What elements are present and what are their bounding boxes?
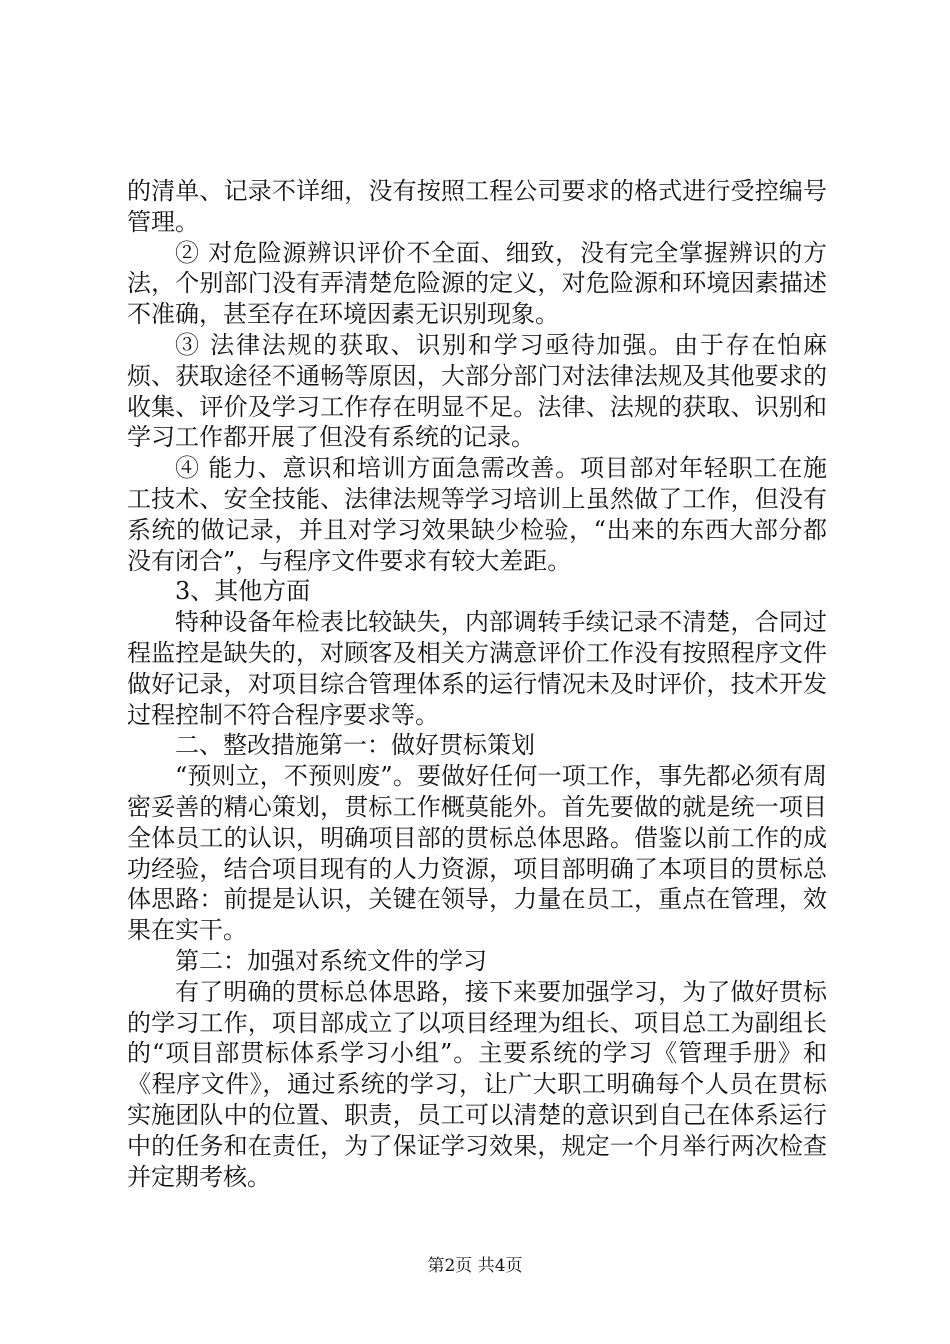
page-number-footer: 第2页 共4页: [427, 1256, 523, 1276]
paragraph-other-aspects: 特种设备年检表比较缺失，内部调转手续记录不清楚，合同过程监控是缺失的，对顾客及相关方满意评价工作没有按照程序文件做好记录，对项目综合管理体系的运行情况未及时评价，技术开发过程控制不符合程序要求等。: [127, 608, 827, 729]
paragraph-continued-list: 的清单、记录不详细，没有按照工程公司要求的格式进行受控编号管理。: [127, 177, 827, 236]
paragraph-item-2: ② 对危险源辨识评价不全面、细致，没有完全掌握辨识的方法，个别部门没有弄清楚危险源的定义，对危险源和环境因素描述不准确，甚至存在环境因素无识别现象。: [127, 238, 827, 329]
section-heading-study: 第二：加强对系统文件的学习: [175, 946, 487, 975]
paragraph-item-4: ④ 能力、意识和培训方面急需改善。项目部对年轻职工在施工技术、安全技能、法律法规等学习培训上虽然做了工作，但没有系统的做记录，并且对学习效果缺少检验，“出来的东西大部分都没有闭合”，与程序文件要求有较大差距。: [127, 454, 827, 575]
section-heading-measures: 二、整改措施第一：做好贯标策划: [175, 731, 535, 760]
paragraph-planning: “预则立，不预则废”。要做好任何一项工作，事先都必须有周密妥善的精心策划，贯标工作概莫能外。首先要做的就是统一项目全体员工的认识，明确项目部的贯标总体思路。借鉴以前工作的成功经验，结合项目现有的人力资源，项目部明确了本项目的贯标总体思路：前提是认识，关键在领导，力量在员工，重点在管理，效果在实干。: [127, 762, 827, 945]
paragraph-study: 有了明确的贯标总体思路，接下来要加强学习，为了做好贯标的学习工作，项目部成立了以项目经理为组长、项目总工为副组长的“项目部贯标体系学习小组”。主要系统的学习《管理手册》和《程序文件》，通过系统的学习，让广大职工明确每个人员在贯标实施团队中的位置、职责，员工可以清楚的意识到自己在体系运行中的任务和在责任，为了保证学习效果，规定一个月举行两次检查并定期考核。: [127, 977, 827, 1191]
section-heading-other-aspects: 3、其他方面: [175, 577, 311, 606]
document-body: [127, 176, 827, 1192]
paragraph-item-3: ③ 法律法规的获取、识别和学习亟待加强。由于存在怕麻烦、获取途径不通畅等原因，大部分部门对法律法规及其他要求的收集、评价及学习工作存在明显不足。法律、法规的获取、识别和学习工作都开展了但没有系统的记录。: [127, 330, 827, 452]
